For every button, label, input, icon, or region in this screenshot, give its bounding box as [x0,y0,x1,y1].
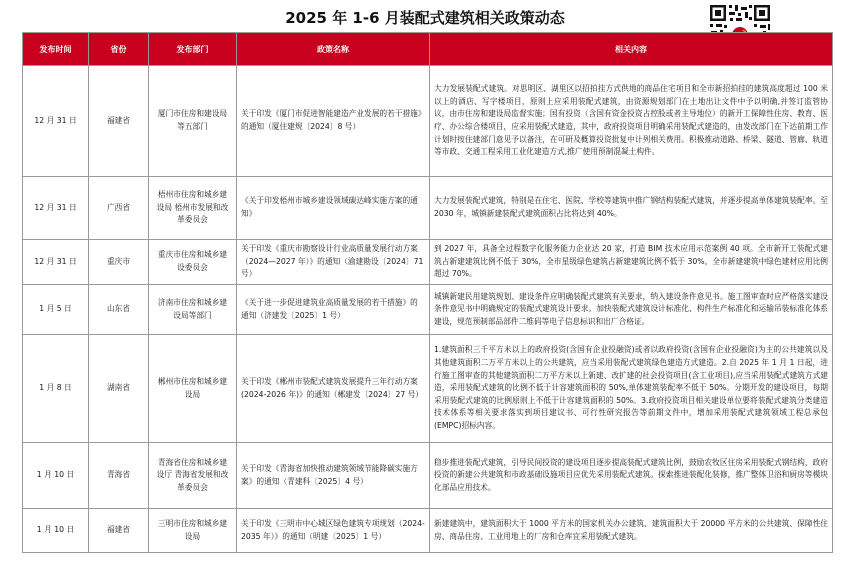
row-province: 福建省 [89,509,149,553]
table-row [23,285,833,335]
policy-table [22,32,833,553]
row-content: 大力发展装配式建筑，特别是在住宅、医院、学校等建筑中推广钢结构装配式建筑，并逐步提高单体建筑装配率。至 2030 年，城镇新建装配式建筑面积占比将达到 40%。 [430,177,833,240]
row-policy-name: 关于印发《青海省加快推动建筑领域节能降碳实施方案》的通知（青建科〔2025〕4 号） [237,443,430,509]
row-department: 郴州市住房和城乡建设局 [149,335,237,443]
row-department: 重庆市住房和城乡建设委员会 [149,240,237,285]
row-province: 重庆市 [89,240,149,285]
row-department: 厦门市住房和建设局等五部门 [149,66,237,177]
row-policy-name: 《关于进一步促进建筑业高质量发展的若干措施》的通知（济建发〔2025〕1 号） [237,285,430,335]
row-department: 济南市住房和城乡建设局等部门 [149,285,237,335]
row-province: 广西省 [89,177,149,240]
row-policy-name: 关于印发《厦门市促进智能建造产业发展的若干措施》的通知（厦住建规〔2024〕8 号） [237,66,430,177]
row-date: 1 月 8 日 [23,335,89,443]
table-row [23,240,833,285]
row-date: 12 月 31 日 [23,240,89,285]
row-content: 到 2027 年，具备全过程数字化服务能力企业达 20 家，打造 BIM 技术应用示范案例 40 项。全市新开工装配式建筑占新建建筑比例不低于 30%，全市星级绿色建筑占新建建筑比例不低于 30%，全市新建建筑中绿色建材应用比例超过 70%。 [430,240,833,285]
row-province: 福建省 [89,66,149,177]
row-date: 12 月 31 日 [23,177,89,240]
table-row [23,335,833,443]
column-header-province: 省份 [89,33,149,66]
row-content: 大力发展装配式建筑。对思明区、湖里区以招拍挂方式供地的商品住宅项目和全市新招拍挂的建筑高度超过 100 米以上的酒店、写字楼项目，原则上应采用装配式建筑，由资源规划部门在土地出让文件中予以明确,并签订监管协议，由市住房和建设局监督实施；国有投资（含国有资金投资占控股或者主导地位）的新开工保障性住房、教育、医疗、办公综合楼项目，应采用装配式建造，其中，政府投资项目明确采用装配式建造的，由发改部门在下达前期工作计划时按住建部门意见予以备注，在可研及概算投资批复中计列相关费用。积极推动道路、桥梁、隧道、管廊、轨道等市政、交通工程采用工业化建造方式,推广使用预制混凝土构件。 [430,66,833,177]
row-content: 城镇新建民用建筑规划、建设条件应明确装配式建筑有关要求，纳入建设条件意见书。施工图审查时应严格落实建设条件意见书中明确规定的装配式建筑设计要求。加快装配式建筑设计标准化、构件生产标准化和运输吊装标准化体系建设，规范预制部品部件二维码等电子信息标识和出厂合格证。 [430,285,833,335]
row-policy-name: 关于印发《重庆市勘察设计行业高质量发展行动方案（2024—2027 年）》的通知（渝建勘设〔2024〕71 号） [237,240,430,285]
row-department: 青海省住房和城乡建设厅 青海省发展和改革委员会 [149,443,237,509]
table-row [23,509,833,553]
row-province: 湖南省 [89,335,149,443]
row-date: 1 月 10 日 [23,443,89,509]
row-province: 青海省 [89,443,149,509]
table-row [23,443,833,509]
table-row [23,177,833,240]
table-row [23,66,833,177]
row-policy-name: 《关于印发梧州市城乡建设领域碳达峰实施方案的通知》 [237,177,430,240]
row-date: 1 月 10 日 [23,509,89,553]
row-policy-name: 关于印发《三明市中心城区绿色建筑专项规划（2024-2035 年）》的通知（明建〔2025〕1 号） [237,509,430,553]
row-policy-name: 关于印发《郴州市装配式建筑发展提升三年行动方案(2024-2026 年)》的通知（郴建发〔2024〕27 号） [237,335,430,443]
table-header-row [23,33,833,66]
column-header-policy-name: 政策名称 [237,33,430,66]
column-header-content: 相关内容 [430,33,833,66]
row-date: 1 月 5 日 [23,285,89,335]
row-content: 新建建筑中，建筑面积大于 1000 平方米的国家机关办公建筑、建筑面积大于 20000 平方米的公共建筑、保障性住房、商品住房、工业用地上的厂房和仓库宜采用装配式建筑。 [430,509,833,553]
column-header-date: 发布时间 [23,33,89,66]
column-header-department: 发布部门 [149,33,237,66]
row-date: 12 月 31 日 [23,66,89,177]
row-department: 梧州市住房和城乡建设局 梧州市发展和改革委员会 [149,177,237,240]
row-content: 1.建筑面积三千平方米以上的政府投资(含国有企业投融资)或者以政府投资(含国有企业投融资)为主的公共建筑以及其他建筑面积二万平方米以上的公共建筑，应当采用装配式建筑绿色建造方式建造。2.自 2025 年 1 月 1 日起，进行施工图审查的其他建筑面积二万平方米以上新建、改扩建的社会投资项目(含工业项目),应当采用装配式建筑方式建造，采用装配式建筑的比例不低于计容建筑面积的 50%,单体建筑装配率不低于 50%。分期开发的建设项目，每期采用装配式建筑的比例原则上不低于计容建筑面积的 50%。3.政府投资项目相关建设单位要将装配式建筑分类建造技术体系等相关要求落实到项目建议书、可行性研究报告等前期文件中，增加采用装配式建筑领域工程总承包(EMPC)招标内容。 [430,335,833,443]
row-department: 三明市住房和城乡建设局 [149,509,237,553]
page-title: 2025 年 1-6 月装配式建筑相关政策动态 [285,9,565,27]
row-content: 稳步推进装配式建筑，引导民间投资的建设项目逐步提高装配式建筑比例，鼓励农牧区住房采用装配式钢结构，政府投资的新建公共建筑和市政基础设施项目应优先采用装配式建筑。探索推进装配化装修，推广整体卫浴和厨房等模块化部品应用技术。 [430,443,833,509]
row-province: 山东省 [89,285,149,335]
